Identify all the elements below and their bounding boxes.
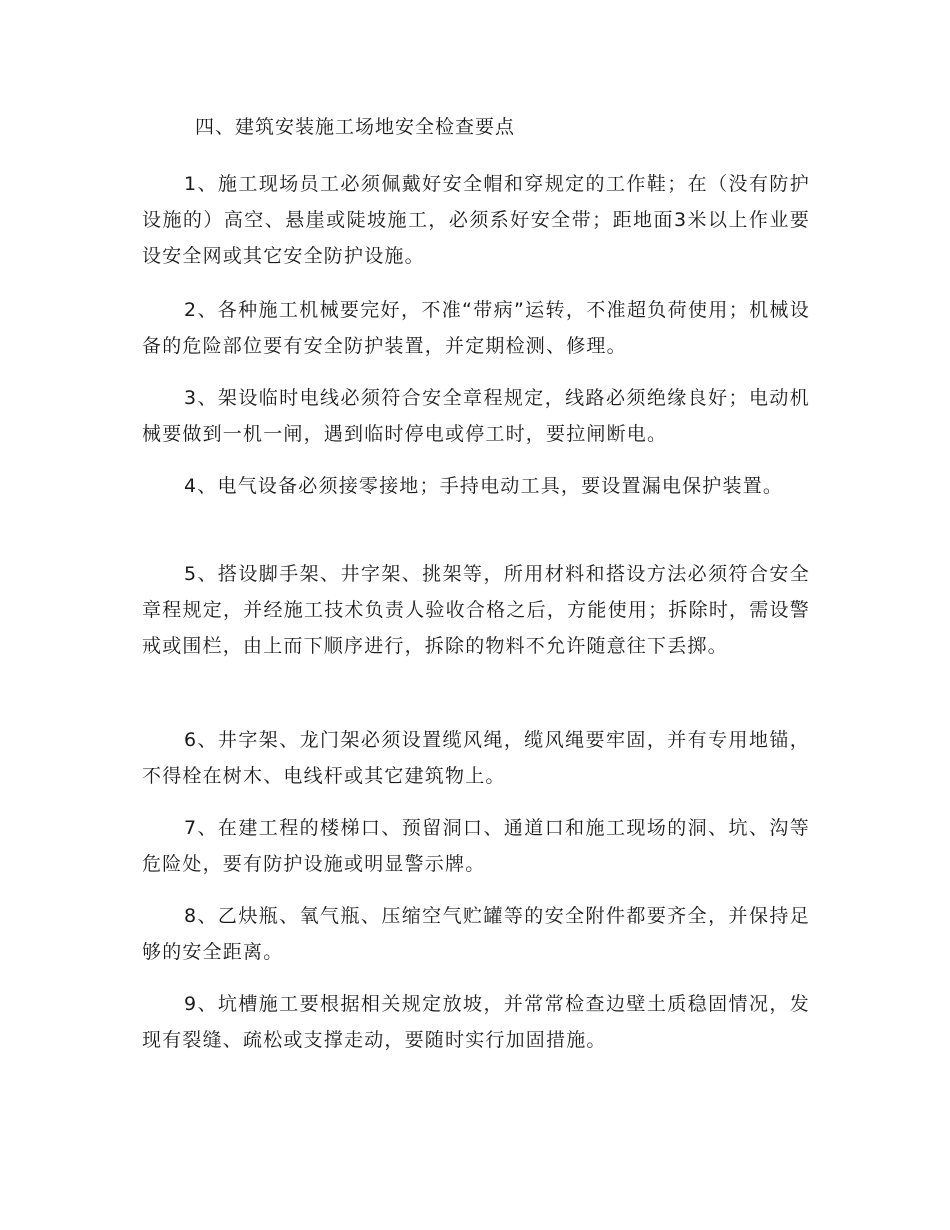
section-heading: 四、建筑安装施工场地安全检查要点: [195, 116, 516, 138]
paragraph-3: 3、架设临时电线必须符合安全章程规定，线路必须绝缘良好；电动机械要做到一机一闸，遇到临时停电或停工时，要拉闸断电。: [142, 387, 810, 445]
paragraph-6: 6、井字架、龙门架必须设置缆风绳，缆风绳要牢固，并有专用地锚，不得栓在树木、电线杆或其它建筑物上。: [142, 729, 810, 787]
paragraph-9: 9、坑槽施工要根据相关规定放坡，并常常检查边壁土质稳固情况，发现有裂缝、疏松或支撑走动，要随时实行加固措施。: [142, 993, 810, 1051]
paragraph-5: 5、搭设脚手架、井字架、挑架等，所用材料和搭设方法必须符合安全章程规定，并经施工技术负责人验收合格之后，方能使用；拆除时，需设警戒或围栏，由上而下顺序进行，拆除的物料不允许随意往下丢掷。: [142, 563, 810, 657]
paragraph-2: 2、各种施工机械要完好，不准“带病”运转，不准超负荷使用；机械设备的危险部位要有安全防护装置，并定期检测、修理。: [142, 299, 810, 357]
paragraph-8: 8、乙炔瓶、氧气瓶、压缩空气贮罐等的安全附件都要齐全，并保持足够的安全距离。: [142, 905, 810, 963]
paragraph-7: 7、在建工程的楼梯口、预留洞口、通道口和施工现场的洞、坑、沟等危险处，要有防护设施或明显警示牌。: [142, 817, 810, 875]
paragraph-4: 4、电气设备必须接零接地；手持电动工具，要设置漏电保护装置。: [184, 475, 784, 497]
paragraph-1: 1、施工现场员工必须佩戴好安全帽和穿规定的工作鞋；在（没有防护设施的）高空、悬崖或陡坡施工，必须系好安全带；距地面3米以上作业要设安全网或其它安全防护设施。: [142, 173, 810, 267]
